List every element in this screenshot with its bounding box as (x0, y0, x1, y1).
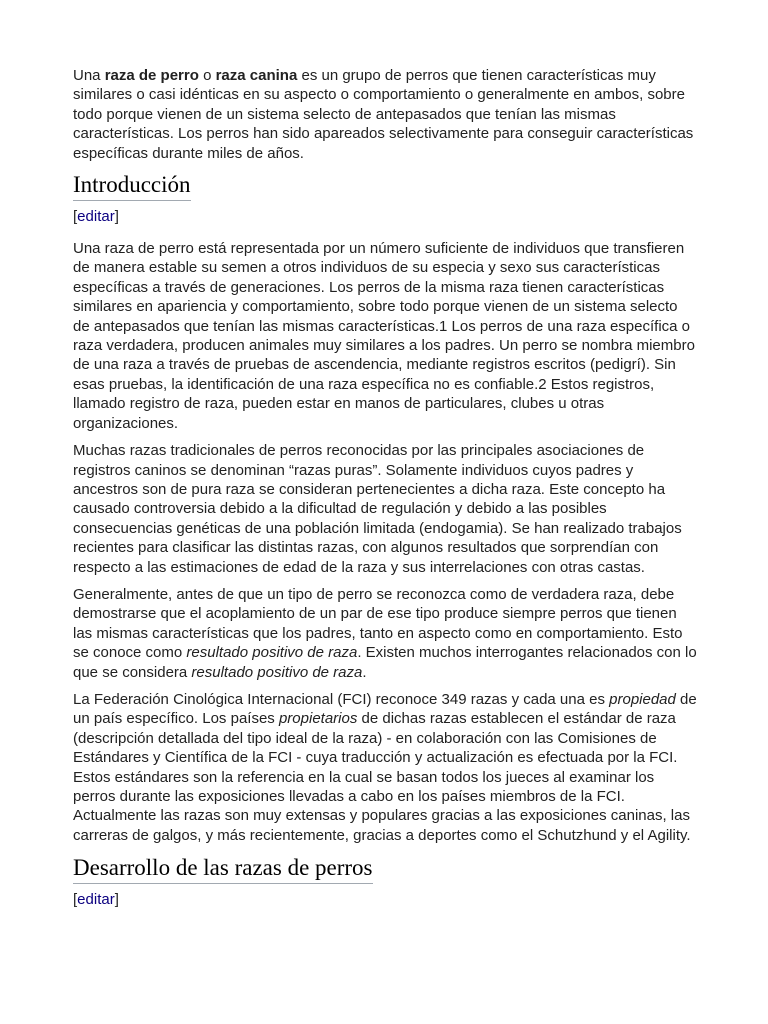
intro-text: o (198, 67, 216, 84)
intro-section-paragraph-4 (73, 690, 698, 845)
intro-term-raza-de-perro: raza de perro (104, 67, 199, 84)
edit-section-desarrollo (73, 890, 698, 909)
intro-text: Una (73, 67, 105, 84)
edit-bracket-open: [ (73, 208, 78, 226)
paragraph-emphasis: propietarios (278, 710, 358, 728)
paragraph-emphasis: propiedad (609, 690, 676, 708)
paragraph-emphasis: resultado positivo de raza (191, 663, 363, 681)
paragraph-text: de un país específico. Los países (73, 690, 697, 728)
edit-bracket-close: ] (114, 891, 119, 909)
heading-introduccion: Introducción (73, 170, 191, 201)
intro-section-paragraph-3 (73, 585, 698, 682)
edit-section-introduccion (73, 207, 698, 226)
edit-bracket-close: ] (114, 208, 119, 226)
edit-bracket-open: [ (73, 891, 78, 909)
intro-term-raza-canina: raza canina (215, 67, 298, 84)
intro-paragraph (73, 66, 698, 163)
paragraph-text: de dichas razas establecen el estándar de raza (descripción detallada del tipo ideal de la raza) - en colaboración con las Comisiones de Estándares y Científica de la FCI - cuya traducción y actualización es efectuada por la FCI. Estos estándares son la referencia en la cual se basan todos los jueces al examinar los perros durante las exposiciones llevadas a cabo en los países miembros de la FCI. Actualmente las razas son muy extensas y populares gracias a las exposiciones caninas, las carreras de galgos, y más recientemente, gracias a deportes como el Schutzhund y el Agility. (73, 710, 691, 844)
paragraph-text: La Federación Cinológica Internacional (FCI) reconoce 349 razas y cada una es (73, 690, 610, 708)
paragraph-emphasis: resultado positivo de raza (186, 644, 358, 662)
edit-link[interactable]: editar (77, 208, 115, 226)
paragraph-text: . Existen muchos interrogantes relacionados con lo que se considera (73, 644, 697, 681)
heading-desarrollo: Desarrollo de las razas de perros (73, 853, 373, 884)
intro-section-paragraph-1: Una raza de perro está representada por un número suficiente de individuos que transfieren de manera estable su semen a otros individuos de su especia y sexo sus características específicas a través de generaciones. Los perros de la misma raza tienen características similares en apariencia y comportamiento, sobre todo porque vienen de un sistema selecto de antepasados que tenían las mismas características.1 Los perros de una raza específica o raza verdadera, producen animales muy similares a los padres. Un perro se nombra miembro de una raza a través de pruebas de ascendencia, mediante registros escritos (pedigrí). Sin esas pruebas, la identificación de una raza específica no es confiable.2 Estos registros, llamado registro de raza, pueden estar en manos de particulares, clubes u otras organizaciones. (73, 240, 695, 432)
article-content (73, 66, 698, 922)
paragraph-text: Generalmente, antes de que un tipo de perro se reconozca como de verdadera raza, debe demostrarse que el acoplamiento de un par de ese tipo produce siempre perros que tienen las mismas características que los padres, tanto en aspecto como en comportamiento. Esto se conoce como (73, 585, 683, 662)
paragraph-text: . (362, 663, 367, 681)
edit-link[interactable]: editar (77, 891, 115, 909)
intro-section-paragraph-2: Muchas razas tradicionales de perros reconocidas por las principales asociaciones de registros caninos se denominan “razas puras”. Solamente individuos cuyos padres y ancestros son de pura raza se consideran pertenecientes a dicha raza. Este concepto ha causado controversia debido a la dificultad de regulación y debido a las posibles consecuencias genéticas de una población limitada (endogamia). Se han realizado trabajos recientes para clasificar las distintas razas, con algunos resultados que sorprendían con respecto a las estimaciones de edad de la raza y sus interrelaciones con otras castas. (73, 442, 682, 576)
intro-text: es un grupo de perros que tienen características muy similares o casi idénticas en su aspecto o comportamiento o generalmente en ambos, sobre todo porque vienen de un sistema selecto de antepasados que tenían las mismas características. Los perros han sido apareados selectivamente para conseguir características específicas durante miles de años. (73, 67, 694, 162)
